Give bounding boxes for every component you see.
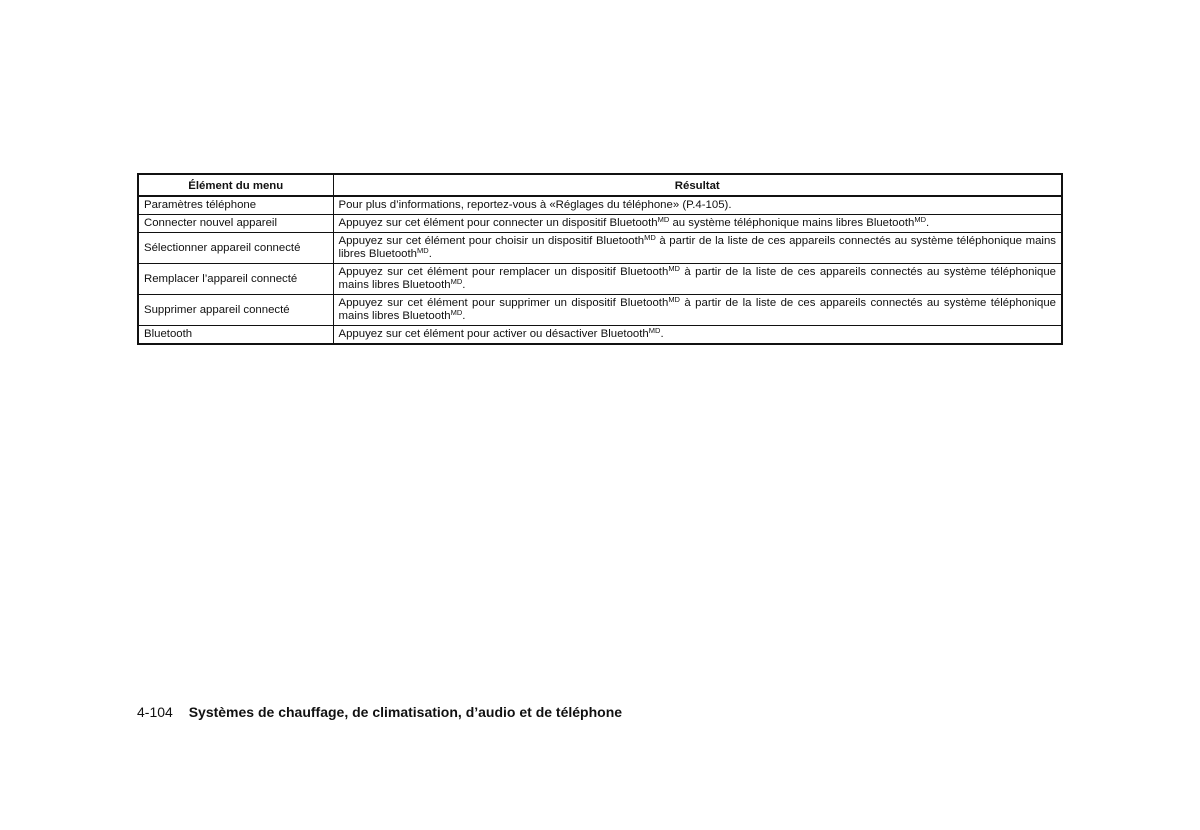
trademark-superscript: MD — [648, 326, 661, 335]
table-row — [138, 264, 1062, 295]
result-text-segment: . — [660, 328, 664, 340]
page-footer — [137, 704, 622, 720]
trademark-superscript: MD — [450, 277, 463, 286]
table-row — [138, 233, 1062, 264]
menu-item-cell: Sélectionner appareil connecté — [138, 233, 333, 264]
page-number: 4-104 — [137, 704, 173, 720]
table-header-row — [138, 174, 1062, 196]
result-text — [339, 199, 1057, 212]
result-cell — [333, 215, 1062, 233]
table-body — [138, 196, 1062, 344]
result-text — [339, 297, 1057, 323]
result-text-segment: Appuyez sur cet élément pour activer ou désactiver Bluetooth — [338, 328, 649, 340]
result-text — [339, 235, 1057, 261]
menu-items-table — [137, 173, 1063, 345]
result-text — [339, 266, 1057, 292]
menu-item-cell: Paramètres téléphone — [138, 196, 333, 215]
table-row — [138, 326, 1062, 345]
result-text — [339, 217, 1057, 230]
result-text-segment: Appuyez sur cet élément pour connecter un dispositif Bluetooth — [338, 217, 658, 229]
result-text-segment: Pour plus d’informations, reportez-vous à «Réglages du téléphone» (P.4-105). — [338, 199, 732, 211]
menu-item-cell: Supprimer appareil connecté — [138, 295, 333, 326]
menu-item-cell: Bluetooth — [138, 326, 333, 345]
result-cell — [333, 196, 1062, 215]
trademark-superscript: MD — [417, 246, 429, 255]
trademark-superscript: MD — [914, 215, 927, 224]
table-row — [138, 295, 1062, 326]
result-text-segment: . — [926, 217, 930, 229]
trademark-superscript: MD — [657, 215, 670, 224]
result-cell — [333, 233, 1062, 264]
result-text-segment: à partir de la liste de ces appareils connectés au système téléphonique mains libres Bluetooth — [338, 235, 1056, 260]
result-text-segment: à partir de la liste de ces appareils connectés au système téléphonique mains libres Bluetooth — [338, 266, 1056, 291]
result-text — [339, 328, 1057, 341]
table-row — [138, 215, 1062, 233]
menu-item-cell: Connecter nouvel appareil — [138, 215, 333, 233]
menu-item-cell: Remplacer l’appareil connecté — [138, 264, 333, 295]
result-text-segment: . — [428, 248, 432, 260]
result-cell — [333, 295, 1062, 326]
trademark-superscript: MD — [644, 233, 656, 242]
result-cell — [333, 264, 1062, 295]
result-text-segment: . — [462, 279, 466, 291]
result-text-segment: Appuyez sur cet élément pour supprimer un dispositif Bluetooth — [338, 297, 669, 309]
section-title: Systèmes de chauffage, de climatisation, d’audio et de téléphone — [188, 704, 623, 720]
trademark-superscript: MD — [668, 295, 680, 304]
trademark-superscript: MD — [668, 264, 680, 273]
table-row — [138, 196, 1062, 215]
trademark-superscript: MD — [450, 308, 463, 317]
result-text-segment: . — [462, 310, 466, 322]
result-text-segment: Appuyez sur cet élément pour remplacer un dispositif Bluetooth — [338, 266, 669, 278]
result-cell — [333, 326, 1062, 345]
header-result: Résultat — [333, 174, 1062, 196]
result-text-segment: au système téléphonique mains libres Bluetooth — [669, 217, 915, 229]
result-text-segment: Appuyez sur cet élément pour choisir un dispositif Bluetooth — [338, 235, 645, 247]
result-text-segment: à partir de la liste de ces appareils connectés au système téléphonique mains libres Bluetooth — [338, 297, 1056, 322]
header-menu-item: Élément du menu — [138, 174, 333, 196]
